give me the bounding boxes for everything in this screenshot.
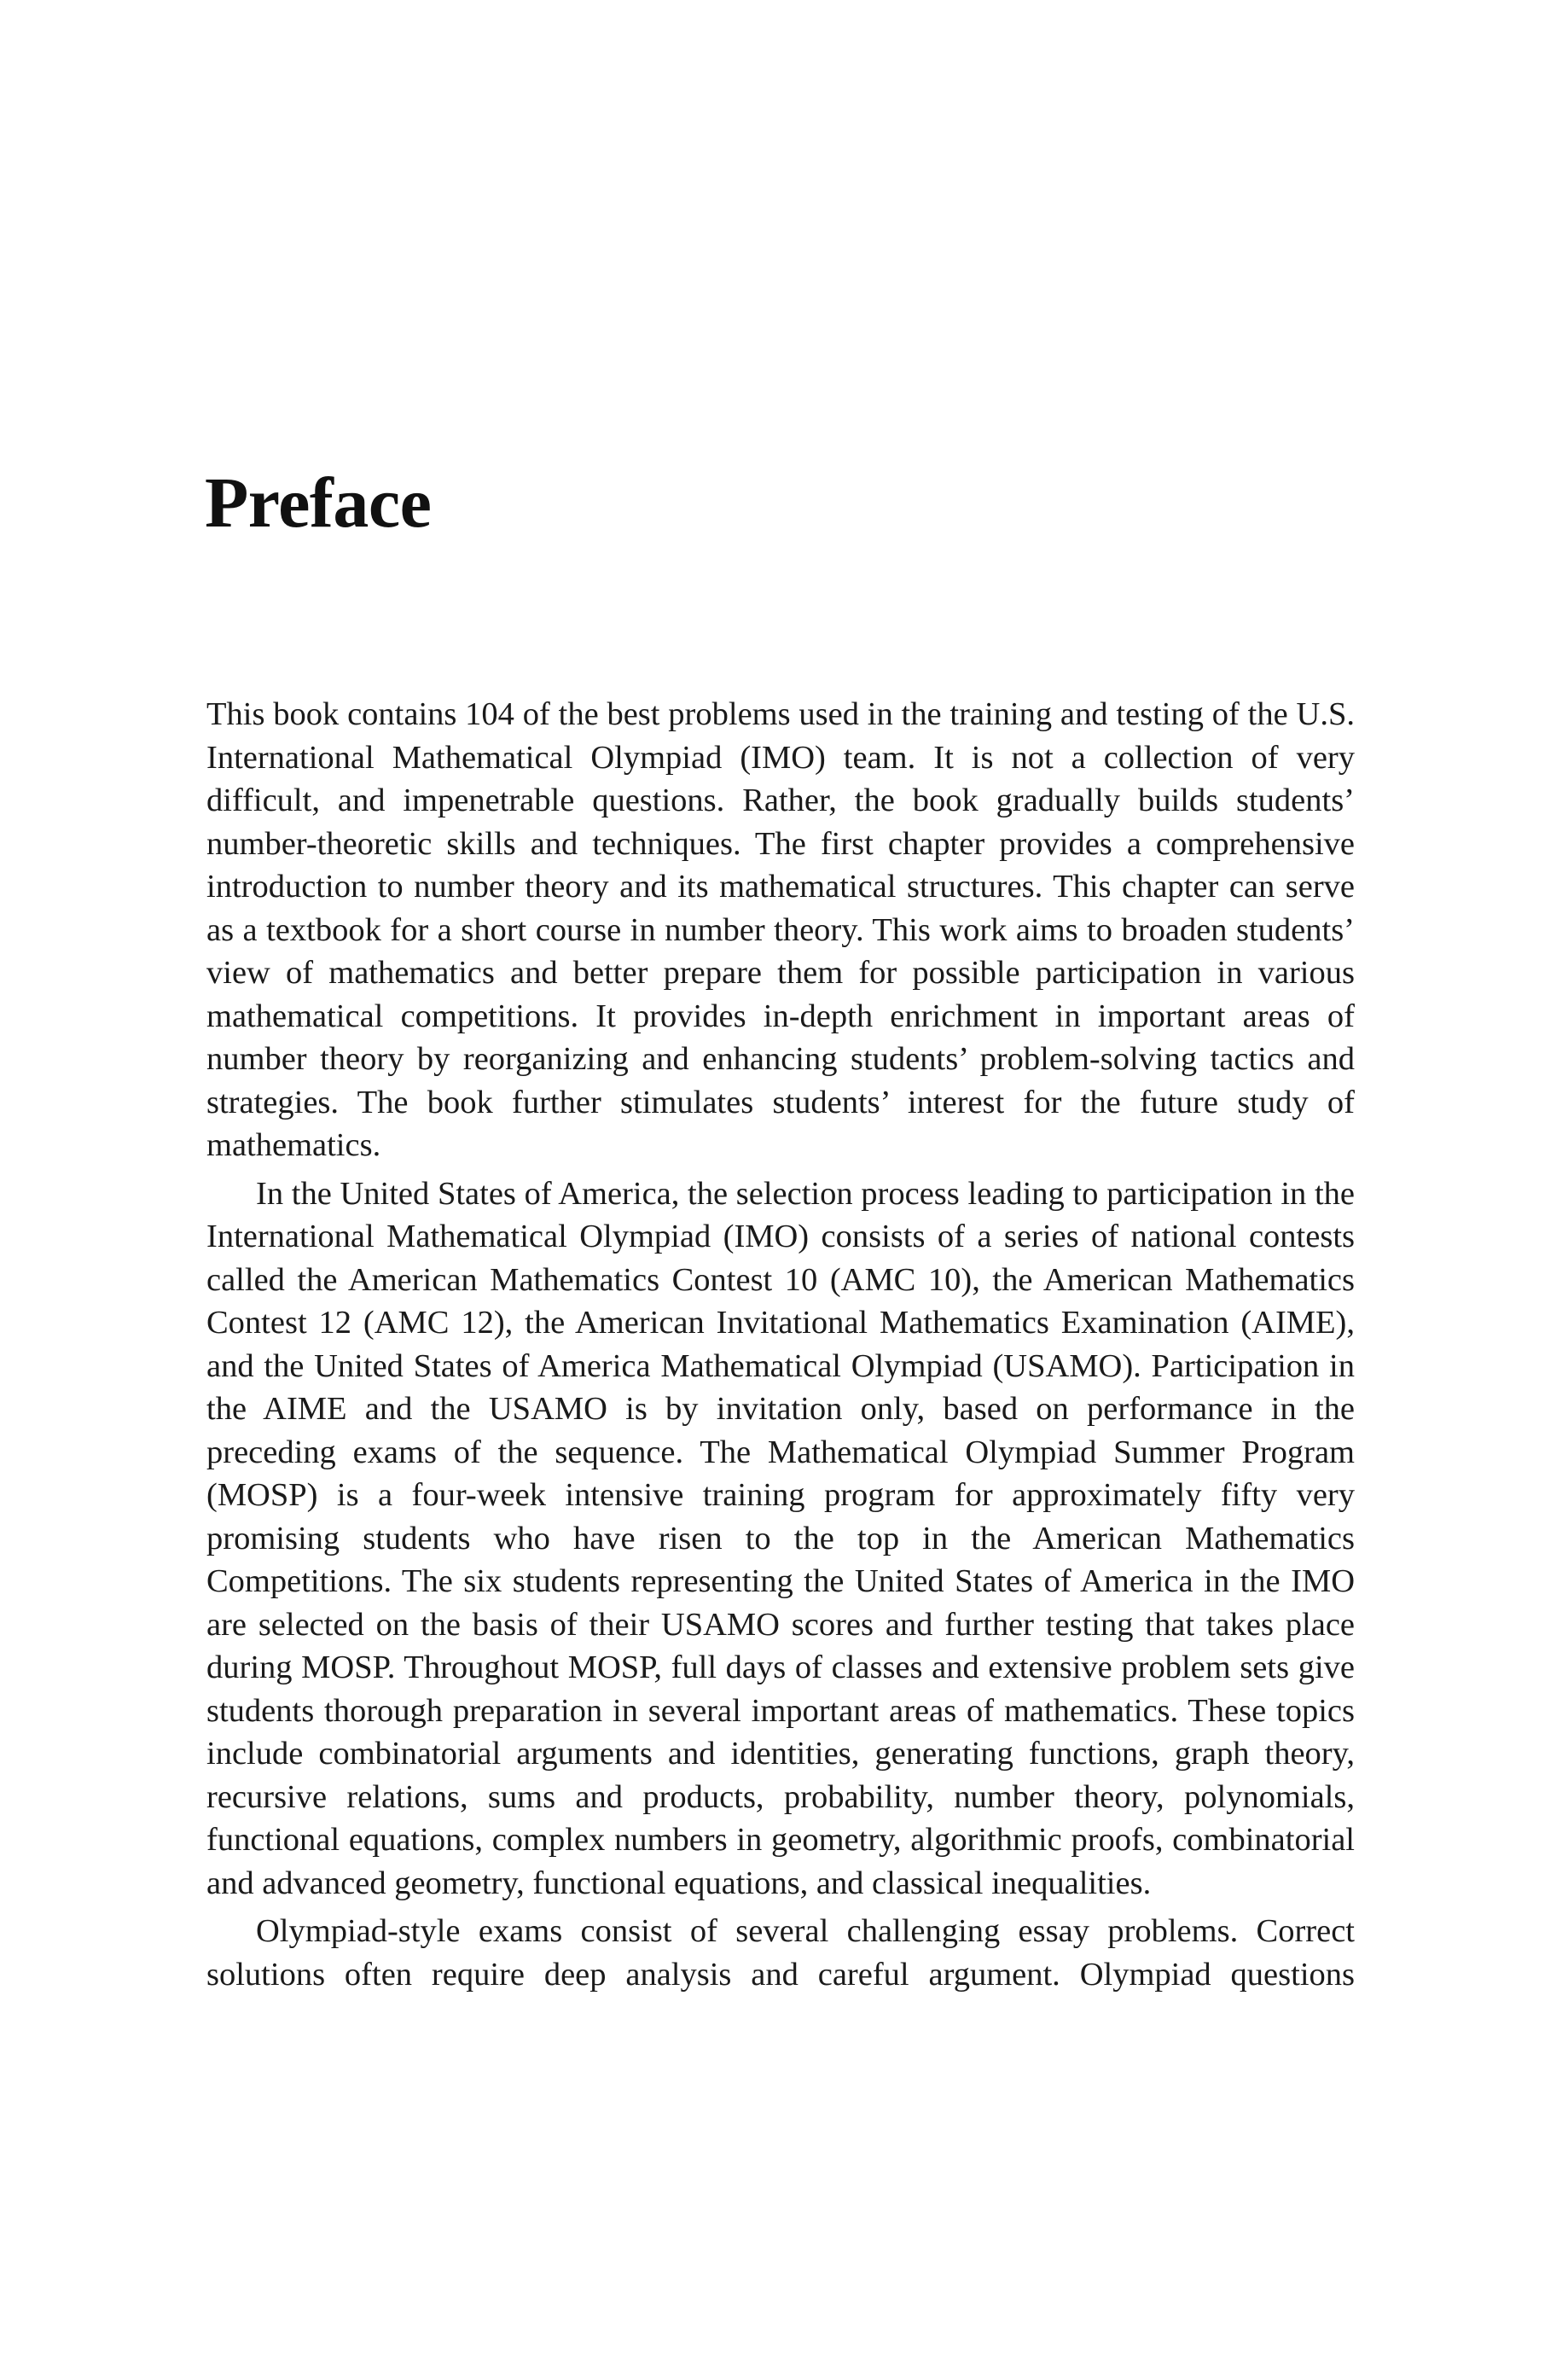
chapter-title: Preface <box>205 463 432 543</box>
paragraph-1: This book contains 104 of the best problems used in the training and testing of the U.S. International Mathematical Olympiad (IMO) team. It is not a collection of very difficult, and impenetrable questions. Rather, the book gradually builds students’ number-theoretic skills and techniques. The first chapter provides a comprehensive introduction to number theory and its mathematical structures. This chapter can serve as a textbook for a short course in number theory. This work aims to broaden students’ view of mathematics and better prepare them for possible participation in various mathematical competitions. It provides in-depth enrichment in important areas of number theory by reorganizing and enhancing students’ problem-solving tactics and strategies. The book further stimulates students’ interest for the future study of mathematics. <box>206 696 1355 1163</box>
preface-body <box>206 693 1355 1996</box>
paragraph-3: Olympiad-style exams consist of several challenging essay problems. Correct solutions often require deep analysis and careful argument. Olympiad questions <box>206 1913 1355 1993</box>
paragraph-2: In the United States of America, the selection process leading to participation in the International Mathematical Olympiad (IMO) consists of a series of national contests called the American Mathematics Contest 10 (AMC 10), the American Mathematics Contest 12 (AMC 12), the American Invitational Mathematics Examination (AIME), and the United States of America Mathematical Olympiad (USAMO). Participation in the AIME and the USAMO is by invitation only, based on performance in the preceding exams of the sequence. The Mathematical Olympiad Summer Program (MOSP) is a four-week intensive training program for approximately fifty very promising students who have risen to the top in the American Mathematics Competitions. The six students representing the United States of America in the IMO are selected on the basis of their USAMO scores and further testing that takes place during MOSP. Throughout MOSP, full days of classes and extensive problem sets give students thorough preparation in several important areas of mathematics. These topics include combinatorial arguments and identities, generating functions, graph theory, recursive relations, sums and products, probability, number theory, polynomials, functional equations, complex numbers in geometry, algorithmic proofs, combinatorial and advanced geometry, functional equations, and classical inequalities. <box>206 1175 1355 1901</box>
